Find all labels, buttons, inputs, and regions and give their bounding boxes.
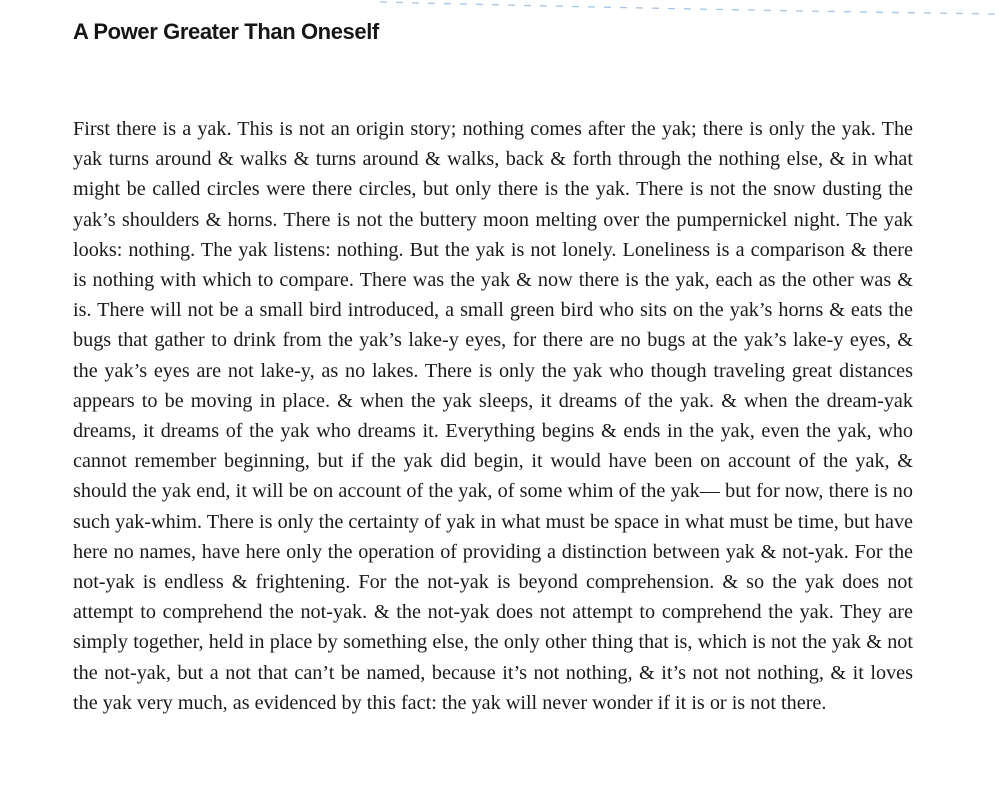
dashed-curve-decoration <box>380 0 1000 24</box>
poem-body: First there is a yak. This is not an origin story; nothing comes after the yak; there is only the yak. The yak turns around & walks & turns around & walks, back & forth through the nothing else, & in what might be called circles were there circles, but only there is the yak. There is not the snow dusting the yak’s shoulders & horns. There is not the buttery moon melting over the pumpernickel night. The yak looks: nothing. The yak listens: nothing. But the yak is not lonely. Loneliness is a comparison & there is nothing with which to compare. There was the yak & now there is the yak, each as the other was & is. There will not be a small bird introduced, a small green bird who sits on the yak’s horns & eats the bugs that gather to drink from the yak’s lake-y eyes, for there are no bugs at the yak’s lake-y eyes, & the yak’s eyes are not lake-y, as no lakes. There is only the yak who though traveling great distances appears to be moving in place. & when the yak sleeps, it dreams of the yak. & when the dream-yak dreams, it dreams of the yak who dreams it. Everything begins & ends in the yak, even the yak, who cannot remember beginning, but if the yak did begin, it would have been on account of the yak, & should the yak end, it will be on account of the yak, of some whim of the yak— but for now, there is no such yak-whim. There is only the certainty of yak in what must be space in what must be time, but have here no names, have here only the operation of providing a distinction between yak & not-yak. For the not-yak is endless & frightening. For the not-yak is beyond comprehension. & so the yak does not attempt to comprehend the not-yak. & the not-yak does not attempt to comprehend the yak. They are simply together, held in place by something else, the only other thing that is, which is not the yak & not the not-yak, but a not that can’t be named, because it’s not nothing, & it’s not not nothing, & it loves the yak very much, as evidenced by this fact: the yak will never wonder if it is or is not there. <box>73 118 913 714</box>
page-title: A Power Greater Than Oneself <box>73 19 379 44</box>
